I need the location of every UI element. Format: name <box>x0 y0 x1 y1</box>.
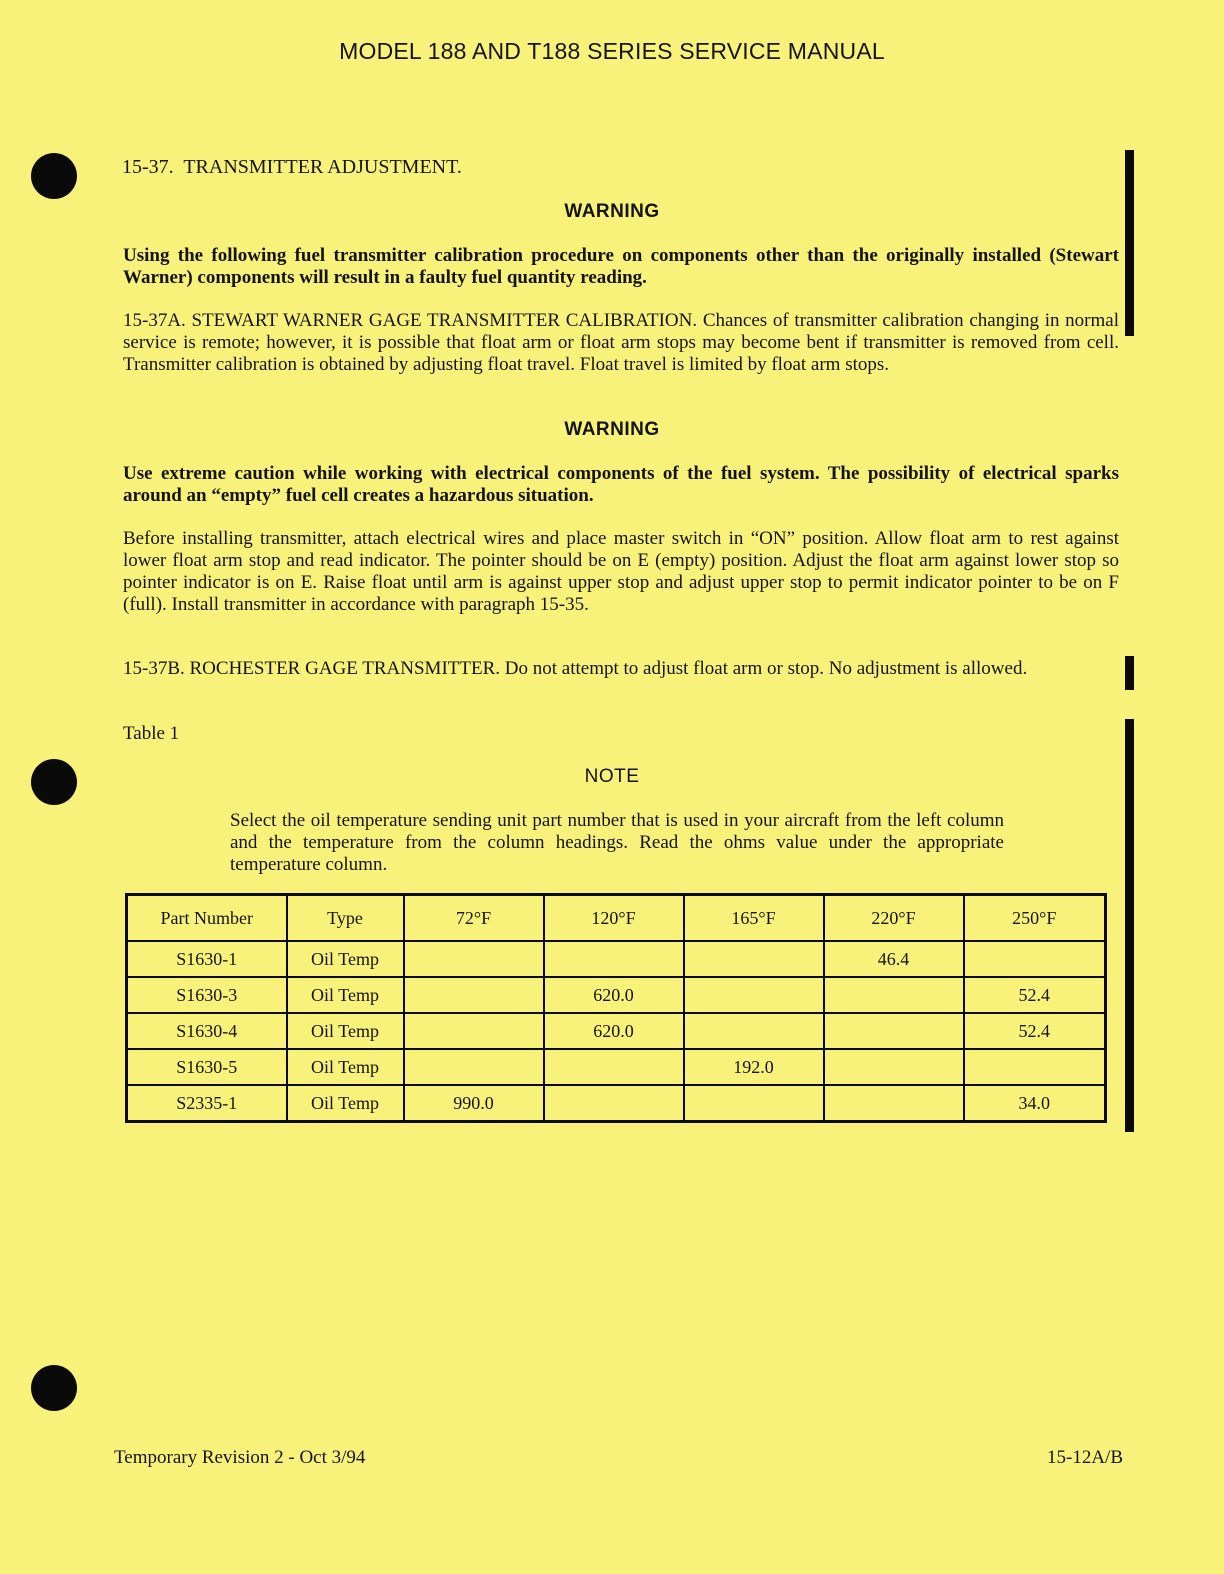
table-cell <box>684 1085 824 1122</box>
table-cell <box>684 977 824 1013</box>
procedure-paragraph: Before installing transmitter, attach electrical wires and place master switch in “ON” position. Allow float arm to rest against lower float arm stop and read indicator. The pointer should be on E (empty) position. Adjust the float arm against lower stop so pointer indicator is on E. Raise float until arm is against upper stop and adjust upper stop to permit indicator pointer to be on F (full). Install transmitter in accordance with paragraph 15-35. <box>123 528 1119 615</box>
table-cell <box>404 1049 544 1085</box>
binder-hole-top <box>31 153 77 199</box>
table-header-row <box>127 895 1106 942</box>
warning-text: Using the following fuel transmitter calibration procedure on components other than the originally installed (Stewart Warner) components will result in a faulty fuel quantity reading. <box>123 245 1119 288</box>
warning-text: Use extreme caution while working with electrical components of the fuel system. The possibility of electrical sparks around an “empty” fuel cell creates a hazardous situation. <box>123 463 1119 506</box>
table-cell <box>824 977 964 1013</box>
revision-bar <box>1125 656 1134 690</box>
table-cell: 620.0 <box>544 1013 684 1049</box>
binder-hole-bottom <box>31 1365 77 1411</box>
table-cell <box>964 941 1106 977</box>
table-cell <box>824 1085 964 1122</box>
table-cell <box>824 1013 964 1049</box>
section-heading <box>122 156 462 179</box>
footer-page-number: 15-12A/B <box>1047 1447 1123 1468</box>
note-text: Select the oil temperature sending unit part number that is used in your aircraft from the left column and the temperature from the column headings. Read the ohms value under the appropriate temperature column. <box>230 810 1004 875</box>
table-label: Table 1 <box>123 723 180 744</box>
table-cell <box>544 1049 684 1085</box>
column-header: 165°F <box>684 895 824 942</box>
table-cell: 620.0 <box>544 977 684 1013</box>
table-cell: S1630-4 <box>127 1013 287 1049</box>
table-cell: 52.4 <box>964 977 1106 1013</box>
paragraph-15-37a: 15-37A. STEWART WARNER GAGE TRANSMITTER CALIBRATION. Chances of transmitter calibration changing in normal service is remote; however, it is possible that float arm or float arm stops may become bent if transmitter is removed from cell. Transmitter calibration is obtained by adjusting float travel. Float travel is limited by float arm stops. <box>123 310 1119 375</box>
column-header: Type <box>287 895 404 942</box>
table-cell <box>964 1049 1106 1085</box>
table-row <box>127 1085 1106 1122</box>
footer-revision: Temporary Revision 2 - Oct 3/94 <box>114 1447 366 1468</box>
warning-label: WARNING <box>564 419 660 440</box>
table-cell: S1630-1 <box>127 941 287 977</box>
table-cell <box>544 1085 684 1122</box>
section-title: TRANSMITTER ADJUSTMENT. <box>183 156 462 178</box>
table-cell <box>404 1013 544 1049</box>
table-cell <box>684 1013 824 1049</box>
table-cell: 34.0 <box>964 1085 1106 1122</box>
table-cell: Oil Temp <box>287 1013 404 1049</box>
column-header: Part Number <box>127 895 287 942</box>
table-row <box>127 1013 1106 1049</box>
table-cell: Oil Temp <box>287 1085 404 1122</box>
table-cell: Oil Temp <box>287 977 404 1013</box>
warning-label: WARNING <box>564 201 660 222</box>
table-cell: 46.4 <box>824 941 964 977</box>
table-cell: 990.0 <box>404 1085 544 1122</box>
paragraph-15-37b: 15-37B. ROCHESTER GAGE TRANSMITTER. Do not attempt to adjust float arm or stop. No adjustment is allowed. <box>123 658 1028 679</box>
table-cell <box>544 941 684 977</box>
column-header: 72°F <box>404 895 544 942</box>
table-cell <box>404 941 544 977</box>
revision-bar <box>1125 150 1134 336</box>
table-row <box>127 977 1106 1013</box>
table-row <box>127 941 1106 977</box>
table-cell: S2335-1 <box>127 1085 287 1122</box>
section-number: 15-37. <box>122 156 174 178</box>
table-cell: Oil Temp <box>287 1049 404 1085</box>
table-cell <box>404 977 544 1013</box>
page-title: MODEL 188 AND T188 SERIES SERVICE MANUAL <box>339 38 885 64</box>
oil-temp-table <box>125 893 1107 1123</box>
table-cell <box>684 941 824 977</box>
table-row <box>127 1049 1106 1085</box>
table-cell: S1630-5 <box>127 1049 287 1085</box>
table-cell: 52.4 <box>964 1013 1106 1049</box>
column-header: 250°F <box>964 895 1106 942</box>
table-cell: S1630-3 <box>127 977 287 1013</box>
table-cell <box>824 1049 964 1085</box>
table-cell: 192.0 <box>684 1049 824 1085</box>
column-header: 220°F <box>824 895 964 942</box>
table-cell: Oil Temp <box>287 941 404 977</box>
column-header: 120°F <box>544 895 684 942</box>
note-label: NOTE <box>584 766 640 787</box>
